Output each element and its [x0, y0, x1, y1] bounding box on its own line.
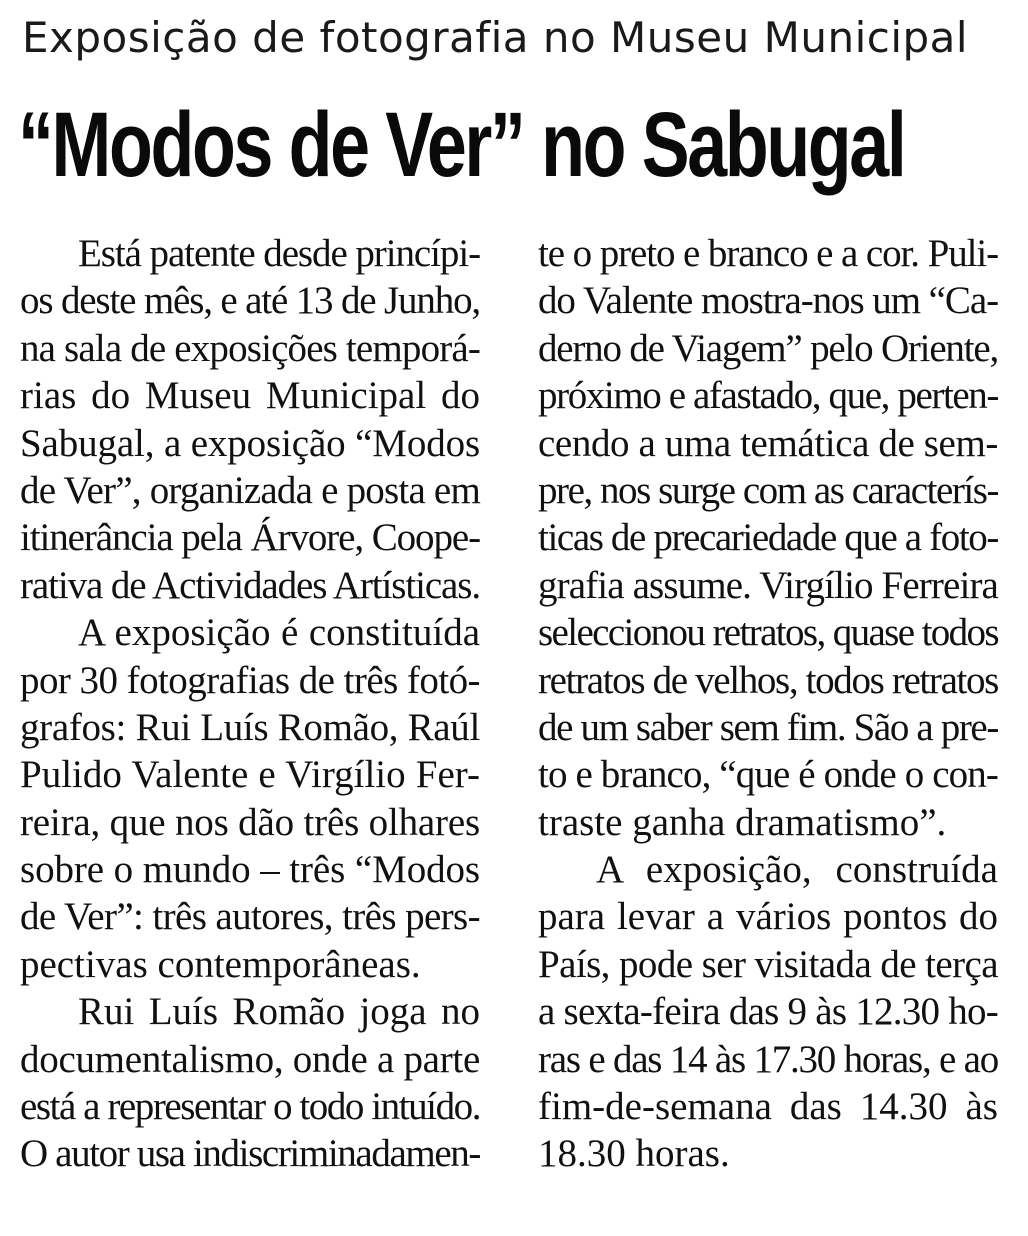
article-headline: “Modos de Ver” no Sabugal — [18, 94, 905, 196]
article-text-line: por 30 fotografias de três fotó- — [20, 658, 480, 702]
article-text-line: retratos de velhos, todos retratos — [538, 658, 999, 702]
article-text-line: documentalismo, onde a parte — [20, 1037, 480, 1081]
article-text-line: itinerância pela Árvore, Coope- — [20, 516, 480, 560]
article-text-line: para levar a vários pontos do — [538, 895, 998, 939]
article-text-line: O autor usa indiscriminadamen- — [20, 1132, 480, 1176]
article-text-line: seleccionou retratos, quase todos — [538, 611, 998, 655]
article-text-line: Rui Luís Romão joga no — [78, 990, 480, 1034]
article-text-line: grafia assume. Virgílio Ferreira — [538, 563, 998, 607]
article-text-line: próximo e afastado, que, perten- — [538, 374, 998, 418]
article-column-right — [538, 230, 998, 1178]
article-text-line: está a representar o todo intuído. — [20, 1085, 480, 1129]
article-text-line: fim-de-semana das 14.30 às — [538, 1085, 998, 1129]
article-text-line: a sexta-feira das 9 às 12.30 ho- — [538, 990, 998, 1034]
article-text-line: de Ver”, organizada e posta em — [20, 468, 480, 512]
article-text-line: ras e das 14 às 17.30 horas, e ao — [538, 1037, 998, 1081]
article-column-left — [20, 230, 480, 1178]
article-text-line: os deste mês, e até 13 de Junho, — [20, 279, 480, 323]
article-text-line: Está patente desde princípi- — [78, 232, 480, 275]
article-text-line: pre, nos surge com as caracterís- — [538, 468, 998, 512]
article-text-line: 18.30 horas. — [538, 1132, 730, 1176]
article-text-line: Sabugal, a exposição “Modos — [20, 421, 480, 465]
article-text-line: pectivas contemporâneas. — [20, 942, 421, 986]
article-text-line: A exposição, construída — [596, 848, 998, 892]
article-text-line: cendo a uma temática de sem- — [538, 421, 998, 465]
article-text-line: na sala de exposições temporá- — [20, 326, 480, 370]
article-text-line: te o preto e branco e a cor. Puli- — [538, 232, 998, 275]
article-text-line: ticas de precariedade que a foto- — [538, 516, 998, 560]
article-text-line: reira, que nos dão três olhares — [20, 800, 480, 844]
article-text-line: rativa de Actividades Artísticas. — [20, 563, 481, 607]
article-text-line: grafos: Rui Luís Romão, Raúl — [20, 705, 480, 749]
article-text-line: rias do Museu Municipal do — [20, 374, 480, 418]
article-text-line: de Ver”: três autores, três pers- — [20, 895, 480, 939]
article-text-line: País, pode ser visitada de terça — [538, 942, 998, 986]
article-text-line: A exposição é constituída — [78, 611, 480, 655]
article-text-line: do Valente mostra-nos um “Ca- — [538, 279, 998, 323]
article-text-line: de um saber sem fim. São a pre- — [538, 705, 998, 749]
article-kicker: Exposição de fotografia no Museu Municipal — [22, 13, 969, 62]
article-text-line: sobre o mundo – três “Modos — [20, 848, 480, 892]
article-text-line: derno de Viagem” pelo Oriente, — [538, 326, 998, 370]
article-text-line: traste ganha dramatismo”. — [538, 800, 947, 844]
article-text-line: to e branco, “que é onde o con- — [538, 753, 998, 797]
article-text-line: Pulido Valente e Virgílio Fer- — [20, 753, 480, 797]
